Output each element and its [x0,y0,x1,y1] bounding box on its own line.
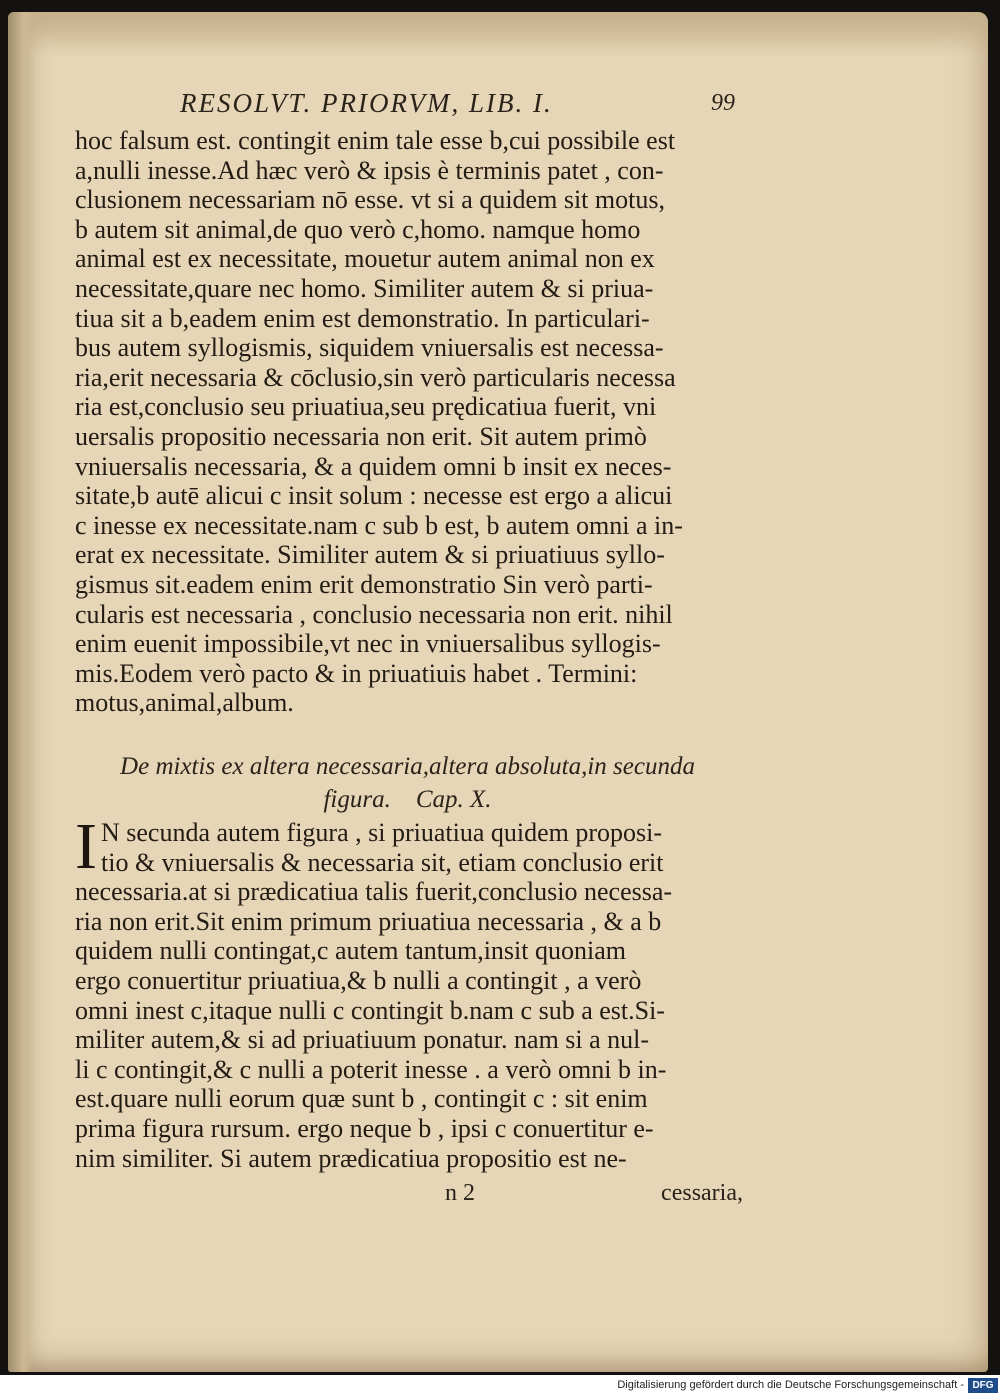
dfg-logo: DFG [968,1378,998,1393]
page-stain [8,12,988,57]
text-line: est.quare nulli eorum quæ sunt b , contingit c : sit enim [75,1084,648,1114]
page-footer [75,1180,745,1210]
text-line: omni inest c,itaque nulli c contingit b.nam c sub a est.Si- [75,995,665,1025]
text-line: erat ex necessitate. Similiter autem & si priuatiuus syllo- [75,540,665,570]
running-header [180,84,735,122]
text-line: li c contingit,& c nulli a poterit inesse . a verò omni b in- [75,1054,667,1084]
text-line: clusionem necessariam nō esse. vt si a quidem sit motus, [75,185,665,215]
text-line: gismus sit.eadem enim erit demonstratio Sin verò parti- [75,569,653,599]
text-line: N secunda autem figura , si priuatiua quidem proposi- [101,818,663,847]
catchword: cessaria, [661,1180,743,1206]
text-line: ergo conuertitur priuatiua,& b nulli a contingit , a verò [75,965,642,995]
text-line: animal est ex necessitate, mouetur autem animal non ex [75,244,655,274]
text-line: nim similiter. Si autem prædicatiua propositio est ne- [75,1143,627,1173]
text-line: b autem sit animal,de quo verò c,homo. namque homo [75,214,641,244]
text-line: enim euenit impossibile,vt nec in vniuersalibus syllogis- [75,629,661,659]
main-text-block [75,126,745,718]
text-line: cularis est necessaria , conclusio necessaria non erit. nihil [75,599,673,629]
chapter-text-block [75,810,745,1173]
text-line: hoc falsum est. contingit enim tale esse b,cui possibile est [75,126,676,155]
text-line: a,nulli inesse.Ad hæc verò & ipsis è terminis patet , con- [75,155,664,185]
text-line: necessitate,quare nec homo. Similiter autem & si priua- [75,273,654,303]
running-title: RESOLVT. PRIORVM, LIB. I. [180,87,553,118]
text-line: ria,erit necessaria & cōclusio,sin verò particularis necessa [75,362,676,392]
text-line: necessaria.at si prædicatiua talis fuerit,conclusio necessa- [75,877,673,907]
text-line: c inesse ex necessitate.nam c sub b est, b autem omni a in- [75,510,683,540]
text-line: sitate,b autē alicui c insit solum : necesse est ergo a alicui [75,481,673,511]
chapter-heading-line: figura. Cap. X. [323,786,492,813]
text-line: uersalis propositio necessaria non erit. Sit autem primò [75,421,647,451]
signature-mark: n 2 [445,1180,475,1206]
chapter-heading-line: De mixtis ex altera necessaria,altera absoluta,in secunda [120,753,695,780]
text-line: ria est,conclusio seu priuatiua,seu prędicatiua fuerit, vni [75,392,657,422]
page-number: 99 [711,89,735,116]
text-line: tio & vniuersalis & necessaria sit, etiam conclusio erit [101,847,664,877]
credit-bar [0,1376,1000,1397]
text-line: militer autem,& si ad priuatiuum ponatur. nam si a nul- [75,1025,650,1055]
text-line: tiua sit a b,eadem enim est demonstratio. In particulari- [75,303,650,333]
funding-credit: Digitalisierung gefördert durch die Deutsche Forschungsgemeinschaft - [617,1379,964,1391]
text-line: bus autem syllogismis, siquidem vniuersalis est necessa- [75,333,664,363]
text-line: vniuersalis necessaria, & a quidem omni b insit ex neces- [75,451,672,481]
text-line: mis.Eodem verò pacto & in priuatiuis habet . Termini: [75,658,638,688]
text-line: motus,animal,album. [75,688,294,718]
page-gutter [8,12,34,1372]
text-line: prima figura rursum. ergo neque b , ipsi c conuertitur e- [75,1113,654,1143]
text-line: quidem nulli contingat,c autem tantum,insit quoniam [75,936,626,966]
chapter-heading [80,750,735,816]
text-line: ria non erit.Sit enim primum priuatiua necessaria , & a b [75,906,662,936]
drop-capital: I [75,810,97,883]
